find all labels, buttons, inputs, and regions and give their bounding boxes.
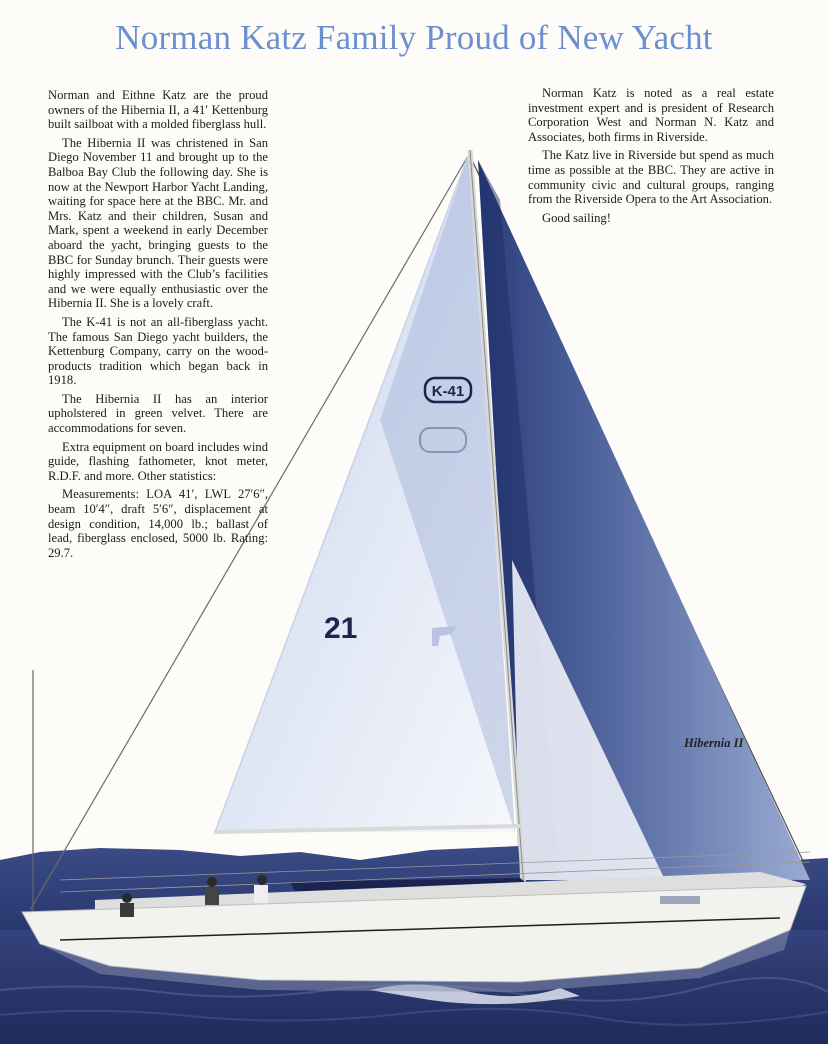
article-left-column <box>48 88 268 564</box>
article-paragraph: The Hibernia II was christened in San Diego November 11 and brought up to the Balboa Bay Club the following day. She is now at the Newport Harbor Yacht Landing, waiting for space here at the BBC. Mr. and Mrs. Katz and their children, Susan and Mark, spent a weekend in early December aboard the yacht, bringing guests to the BBC for Sunday brunch. Their guests were highly impressed with the Club’s facilities and we were equally enthusiastic over the Hibernia II. She is a lovely craft. <box>48 135 268 311</box>
article-paragraph: Norman and Eithne Katz are the proud owners of the Hibernia II, a 41′ Kettenburg built sailboat with a molded fiberglass hull. <box>48 88 268 132</box>
article-paragraph: The Hibernia II has an interior upholstered in green velvet. There are accommodations for seven. <box>48 391 268 436</box>
svg-text:K-41: K-41 <box>431 383 465 400</box>
sail-number: 21 <box>324 612 358 645</box>
headline: Norman Katz Family Proud of New Yacht <box>115 18 713 57</box>
article-paragraph: Extra equipment on board includes wind guide, flashing fathometer, knot meter, R.D.F. and more. Other statistics: <box>48 439 268 483</box>
article-paragraph: Good sailing! <box>542 210 611 225</box>
article-right-column <box>528 86 774 229</box>
article-paragraph: The Katz live in Riverside but spend as much time as possible at the BBC. They are active in community civic and cultural groups, ranging from the Riverside Opera to the Art Association. <box>528 148 774 207</box>
article-paragraph: The K-41 is not an all-fiberglass yacht. The famous San Diego yacht builders, the Kettenburg Company, carry on the wood-products tradition which began back in 1918. <box>48 314 268 388</box>
article-paragraph: Measurements: LOA 41′, LWL 27′6″, beam 10′4″, draft 5′6″, displacement at design condition, 14,000 lb.; ballast of lead, fiberglass enclosed, 5000 lb. Rating: 29.7. <box>48 487 268 560</box>
article-paragraph: Norman Katz is noted as a real estate investment expert and is president of Research Corporation West and Norman N. Katz and Associates, both firms in Riverside. <box>528 86 774 144</box>
photo-caption: Hibernia II <box>684 736 744 750</box>
